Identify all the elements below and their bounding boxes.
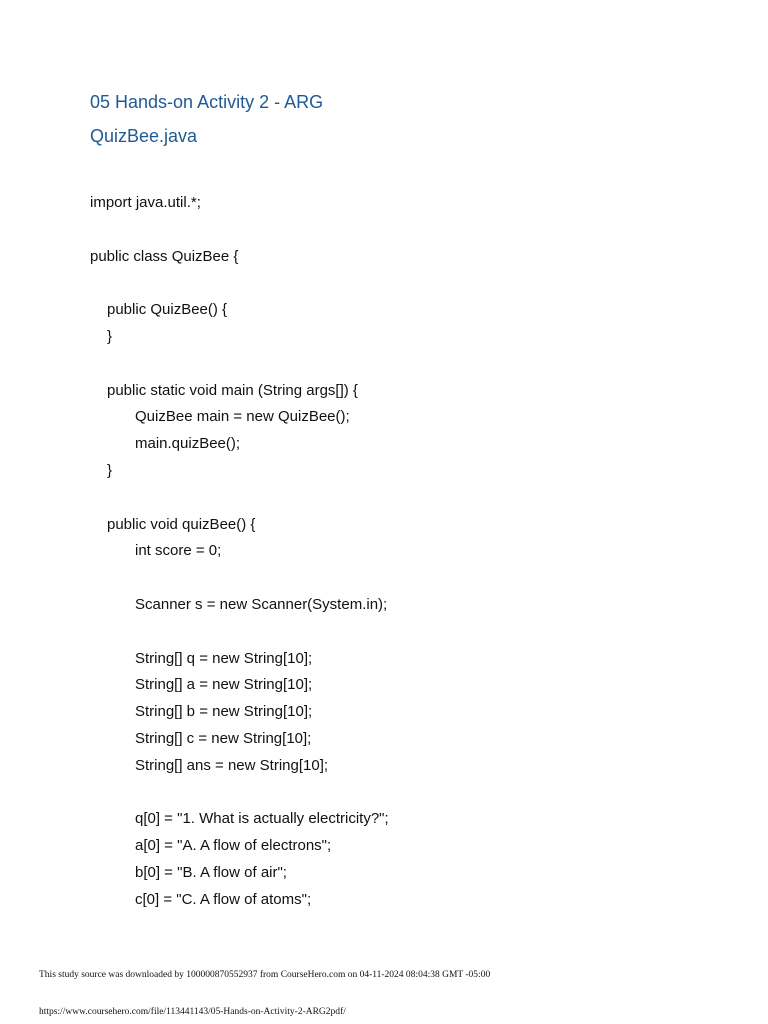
code-line: c[0] = "C. A flow of atoms"; xyxy=(135,890,312,908)
code-line xyxy=(90,217,389,244)
code-line xyxy=(90,565,389,592)
code-line: String[] ans = new String[10]; xyxy=(135,756,329,774)
code-block xyxy=(90,190,389,914)
code-line: a[0] = "A. A flow of electrons"; xyxy=(135,837,332,855)
code-line: String[] q = new String[10]; xyxy=(135,649,313,667)
code-line: int score = 0; xyxy=(135,542,222,560)
code-line: } xyxy=(107,327,113,345)
document-title: 05 Hands-on Activity 2 - ARG xyxy=(90,92,324,112)
code-line: q[0] = "1. What is actually electricity?"; xyxy=(135,810,389,828)
code-line: } xyxy=(107,461,113,479)
code-line: String[] c = new String[10]; xyxy=(135,729,312,747)
code-line: b[0] = "B. A flow of air"; xyxy=(135,863,287,881)
code-line xyxy=(90,780,389,807)
code-line: import java.util.*; xyxy=(90,194,201,211)
document-subtitle: QuizBee.java xyxy=(90,126,198,146)
code-line: main.quizBee(); xyxy=(135,435,241,453)
code-line: public QuizBee() { xyxy=(107,301,228,319)
code-line: QuizBee main = new QuizBee(); xyxy=(135,408,350,426)
footer-url: https://www.coursehero.com/file/113441143/05-Hands-on-Activity-2-ARG2pdf/ xyxy=(39,1007,346,1017)
code-line xyxy=(90,351,389,378)
code-line: Scanner s = new Scanner(System.in); xyxy=(135,595,388,613)
footer-source-note: This study source was downloaded by 100000870552937 from CourseHero.com on 04-11-2024 08:04:38 GMT -05:00 xyxy=(39,970,491,980)
code-line: String[] b = new String[10]; xyxy=(135,703,313,721)
code-line: public class QuizBee { xyxy=(90,247,239,265)
code-line: public void quizBee() { xyxy=(107,515,256,533)
code-line xyxy=(90,270,389,297)
code-line xyxy=(90,619,389,646)
code-line xyxy=(90,485,389,512)
code-line: String[] a = new String[10]; xyxy=(135,676,313,694)
code-line: public static void main (String args[]) { xyxy=(107,381,358,399)
